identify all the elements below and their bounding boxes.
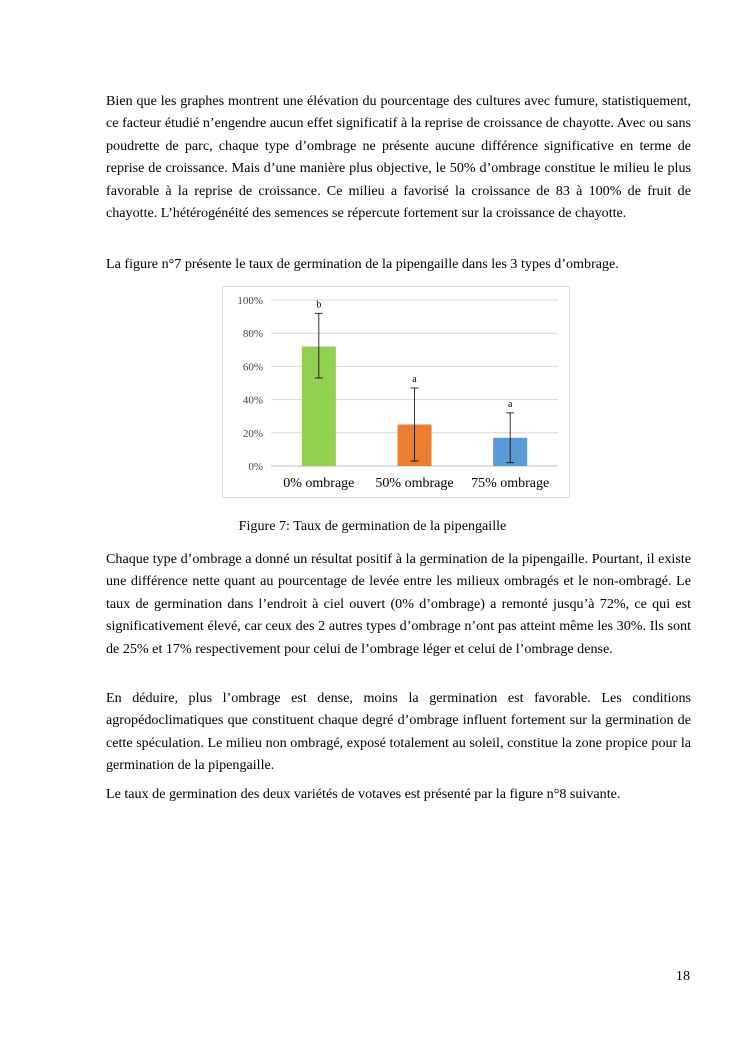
- y-tick-label: 80%: [242, 328, 263, 341]
- germination-chart: [222, 286, 570, 498]
- x-category-label: 50% ombrage: [375, 476, 454, 491]
- paragraph-next-figure: Le taux de germination des deux variétés de votaves est présenté par la figure n°8 suivante.: [106, 786, 621, 802]
- significance-letter: b: [316, 299, 322, 311]
- y-tick-label: 100%: [237, 295, 263, 307]
- figure-caption: Figure 7: Taux de germination de la pipengaille: [238, 518, 507, 534]
- chart-svg: [223, 287, 569, 497]
- y-tick-label: 40%: [242, 394, 263, 407]
- paragraph-chayotte-growth: Bien que les graphes montrent une élévation du pourcentage des cultures avec fumure, statistiquement, ce facteur étudié n’engendre aucun effet significatif à la reprise de croissance de chayotte. Avec ou sans poudrette de parc, chaque type d’ombrage ne présente aucune différence significative en terme de reprise de croissance. Mais d’une manière plus objective, le 50% d’ombrage constitue le milieu le plus favorable à la reprise de croissance. Ce milieu a favorisé la croissance de 83 à 100% de fruit de chayotte. L’hétérogénéité des semences se répercute fortement sur la croissance de chayotte.: [106, 93, 691, 222]
- paragraph-conclusion: En déduire, plus l’ombrage est dense, moins la germination est favorable. Les conditions agropédoclimatiques que constituent chaque degré d’ombrage influent fortement sur la germination de cette spéculation. Le milieu non ombragé, exposé totalement au soleil, constitue la zone propice pour la germination de la pipengaille.: [106, 690, 691, 774]
- paragraph-figure-intro: La figure n°7 présente le taux de germination de la pipengaille dans les 3 types d’ombrage.: [106, 256, 619, 272]
- x-category-label: 0% ombrage: [283, 476, 355, 491]
- paragraph-germination-results: Chaque type d’ombrage a donné un résultat positif à la germination de la pipengaille. Pourtant, il existe une différence nette quant au pourcentage de levée entre les milieux ombragés et le non-ombragé. Le taux de germination dans l’endroit à ciel ouvert (0% d’ombrage) a remonté jusqu’à 72%, ce qui est significativement élevé, car ceux des 2 autres types d’ombrage n’ont pas atteint même les 30%. Ils sont de 25% et 17% respectivement pour celui de l’ombrage léger et celui de l’ombrage dense.: [106, 551, 691, 657]
- page-number: 18: [675, 968, 690, 984]
- y-tick-label: 0%: [248, 461, 263, 473]
- significance-letter: a: [412, 373, 417, 385]
- y-tick-label: 60%: [242, 361, 263, 374]
- y-tick-label: 20%: [242, 427, 263, 440]
- x-category-label: 75% ombrage: [471, 476, 550, 491]
- significance-letter: a: [507, 398, 513, 410]
